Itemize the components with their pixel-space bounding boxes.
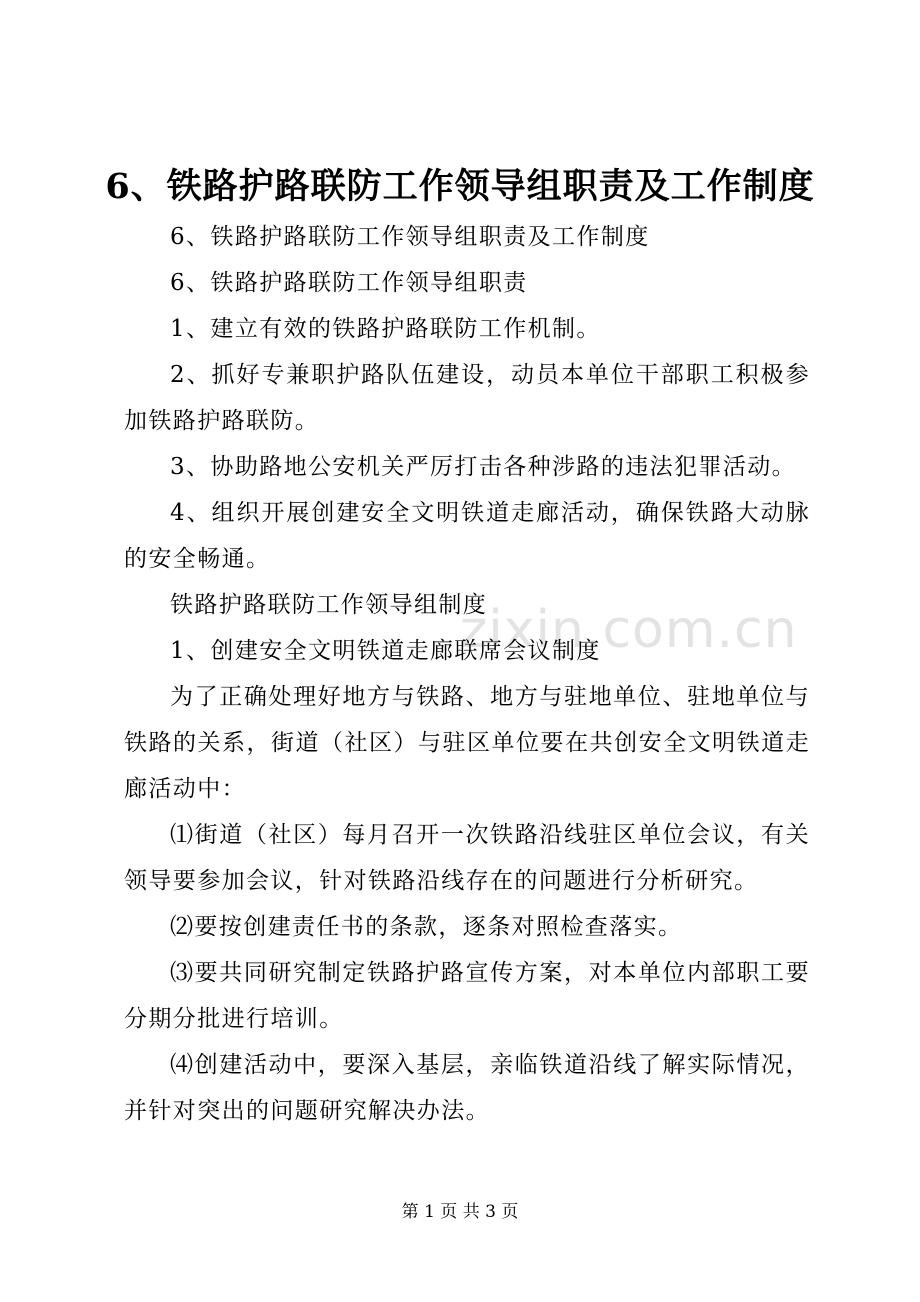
paragraph: ⑶要共同研究制定铁路护路宣传方案，对本单位内部职工要分期分批进行培训。 [124,960,810,1032]
paragraph: 1、创建安全文明铁道走廊联席会议制度 [170,638,601,664]
paragraph: ⑴街道（社区）每月召开一次铁路沿线驻区单位会议，有关领导要参加会议，针对铁路沿线存在的问题进行分析研究。 [124,822,810,894]
paragraph: ⑵要按创建责任书的条款，逐条对照检查落实。 [170,914,683,940]
document-title: 6、铁路护路联防工作领导组职责及工作制度 [105,166,815,207]
paragraph: 4、组织开展创建安全文明铁道走廊活动，确保铁路大动脉的安全畅通。 [124,500,810,572]
paragraph: 铁路护路联防工作领导组制度 [170,592,488,618]
watermark: zixin.com.cn [460,600,798,660]
paragraph: 1、建立有效的铁路护路联防工作机制。 [170,316,601,342]
document-body [124,214,810,1134]
paragraph: 6、铁路护路联防工作领导组职责及工作制度 [170,224,650,250]
paragraph: 2、抓好专兼职护路队伍建设，动员本单位干部职工积极参加铁路护路联防。 [124,362,810,434]
paragraph: 6、铁路护路联防工作领导组职责 [170,270,528,296]
paragraph: 3、协助路地公安机关严厉打击各种涉路的违法犯罪活动。 [170,454,797,480]
page-footer: 第 1 页 共 3 页 [401,1202,519,1222]
paragraph: ⑷创建活动中，要深入基层，亲临铁道沿线了解实际情况，并针对突出的问题研究解决办法。 [124,1052,810,1124]
paragraph: 为了正确处理好地方与铁路、地方与驻地单位、驻地单位与铁路的关系，街道（社区）与驻区单位要在共创安全文明铁道走廊活动中： [124,684,810,802]
